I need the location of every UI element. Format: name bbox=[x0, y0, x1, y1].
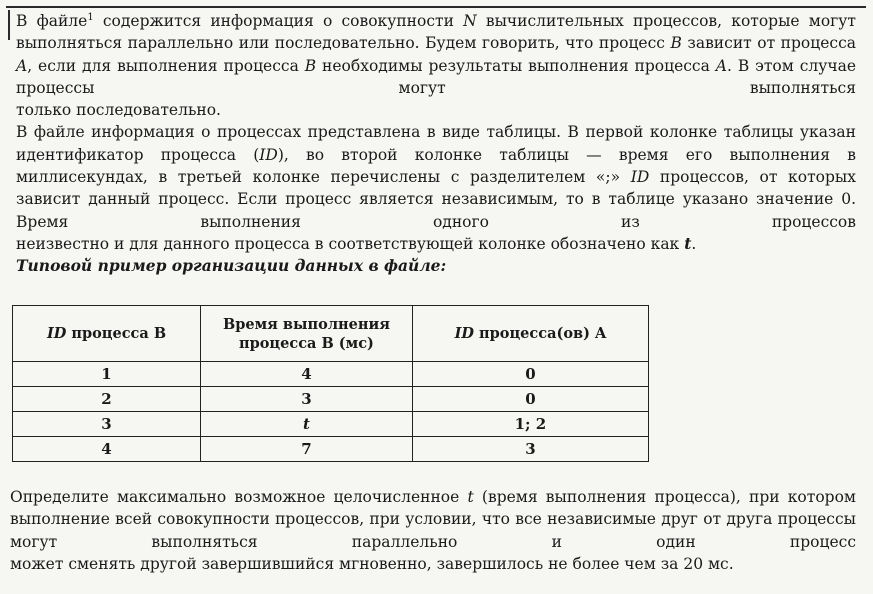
header-process-id: ID процесса B bbox=[13, 306, 201, 362]
text-segment: может сменять другой завершившийся мгновенно, завершилось не более чем за 20 мс. bbox=[10, 554, 734, 573]
frame-top-rule bbox=[6, 6, 866, 8]
variable-a: A bbox=[715, 56, 727, 75]
text-segment: , если для выполнения процесса bbox=[27, 56, 305, 75]
process-table bbox=[12, 305, 649, 462]
caption-text: Типовой пример организации данных в файле: bbox=[16, 256, 447, 276]
header-dependency-ids: ID процесса(ов) A bbox=[412, 306, 648, 362]
cell-time: 4 bbox=[201, 362, 413, 387]
text-segment: содержится информация о совокупности bbox=[93, 12, 464, 30]
cell-deps: 0 bbox=[412, 362, 648, 387]
text-segment: при котором выполнение всей совокупности процессов, при условии, что все bbox=[10, 488, 856, 529]
text-segment: В файле информация о процессах представлена в виде таблицы. В первой колонке bbox=[16, 123, 718, 142]
cell-id: 3 bbox=[13, 412, 201, 437]
cell-deps: 0 bbox=[412, 387, 648, 412]
header-exec-time: Время выполнения процесса B (мс) bbox=[201, 306, 413, 362]
text-segment: которые могут выполняться параллельно или последовательно. Будем говорить, что bbox=[16, 12, 856, 53]
cell-id: 2 bbox=[13, 387, 201, 412]
text-segment: (время выполнения процесса), bbox=[473, 488, 741, 506]
paragraph-intro-end bbox=[16, 99, 856, 121]
text-segment: зависит от процесса bbox=[681, 34, 856, 53]
table-header-row bbox=[13, 306, 649, 362]
variable-b: B bbox=[304, 56, 317, 75]
variable-a: A bbox=[16, 56, 28, 75]
paragraph-question-end bbox=[10, 553, 856, 575]
text-segment: Определите максимально возможное целочисленное bbox=[10, 488, 468, 506]
variable-t: t bbox=[684, 233, 692, 253]
example-caption bbox=[16, 255, 856, 277]
id-term: ID bbox=[630, 168, 650, 187]
text-segment: . В этом случае процессы могут выполняться bbox=[16, 56, 856, 97]
variable-n: N bbox=[463, 12, 477, 30]
text-segment: неизвестно и для данного процесса в соответствующей колонке обозначено как bbox=[16, 234, 685, 253]
cell-id: 4 bbox=[13, 437, 201, 462]
id-term: ID bbox=[259, 145, 278, 164]
question-text bbox=[10, 486, 856, 575]
text-segment: независимым, то в таблице указано значение 0. Время выполнения одного из процессов bbox=[16, 190, 857, 231]
cell-time: 7 bbox=[201, 437, 413, 462]
text-segment: В файле bbox=[16, 12, 88, 30]
table-row bbox=[13, 387, 649, 412]
paragraph-format bbox=[16, 121, 856, 232]
variable-b: B bbox=[670, 34, 682, 53]
paragraph-format-end bbox=[16, 233, 856, 255]
text-segment: только последовательно. bbox=[16, 101, 221, 120]
frame-left-rule bbox=[8, 10, 10, 40]
table-row bbox=[13, 437, 649, 462]
footnote-mark: 1 bbox=[87, 11, 94, 23]
text-segment: результаты выполнения процесса bbox=[428, 56, 716, 75]
variable-t: t bbox=[467, 488, 474, 506]
text-segment: его выполнения в миллисекундах, в третьей колонке перечислены с разделителем «;» bbox=[16, 145, 856, 187]
table-row bbox=[13, 362, 649, 387]
text-segment: процессов, от которых зависит данный процесс. Если процесс является bbox=[16, 168, 856, 209]
cell-time: 3 bbox=[201, 387, 413, 412]
cell-deps: 3 bbox=[412, 437, 648, 462]
text-segment: независимые друг от друга процессы могут выполняться параллельно и один процесс bbox=[10, 510, 857, 551]
cell-deps: 1; 2 bbox=[412, 412, 648, 437]
table-row bbox=[13, 412, 649, 437]
paragraph-intro bbox=[16, 10, 856, 99]
text-segment: ), во второй колонке таблицы — время bbox=[277, 145, 669, 164]
task-text bbox=[16, 10, 856, 278]
text-segment: таблицы указан идентификатор процесса ( bbox=[16, 123, 856, 164]
cell-time: t bbox=[201, 412, 413, 437]
text-segment: необходимы bbox=[316, 56, 423, 75]
text-segment: процесс bbox=[598, 34, 671, 53]
text-segment: . bbox=[691, 234, 697, 253]
paragraph-question bbox=[10, 486, 856, 553]
cell-id: 1 bbox=[13, 362, 201, 387]
text-segment: вычислительных процессов, bbox=[476, 12, 723, 30]
